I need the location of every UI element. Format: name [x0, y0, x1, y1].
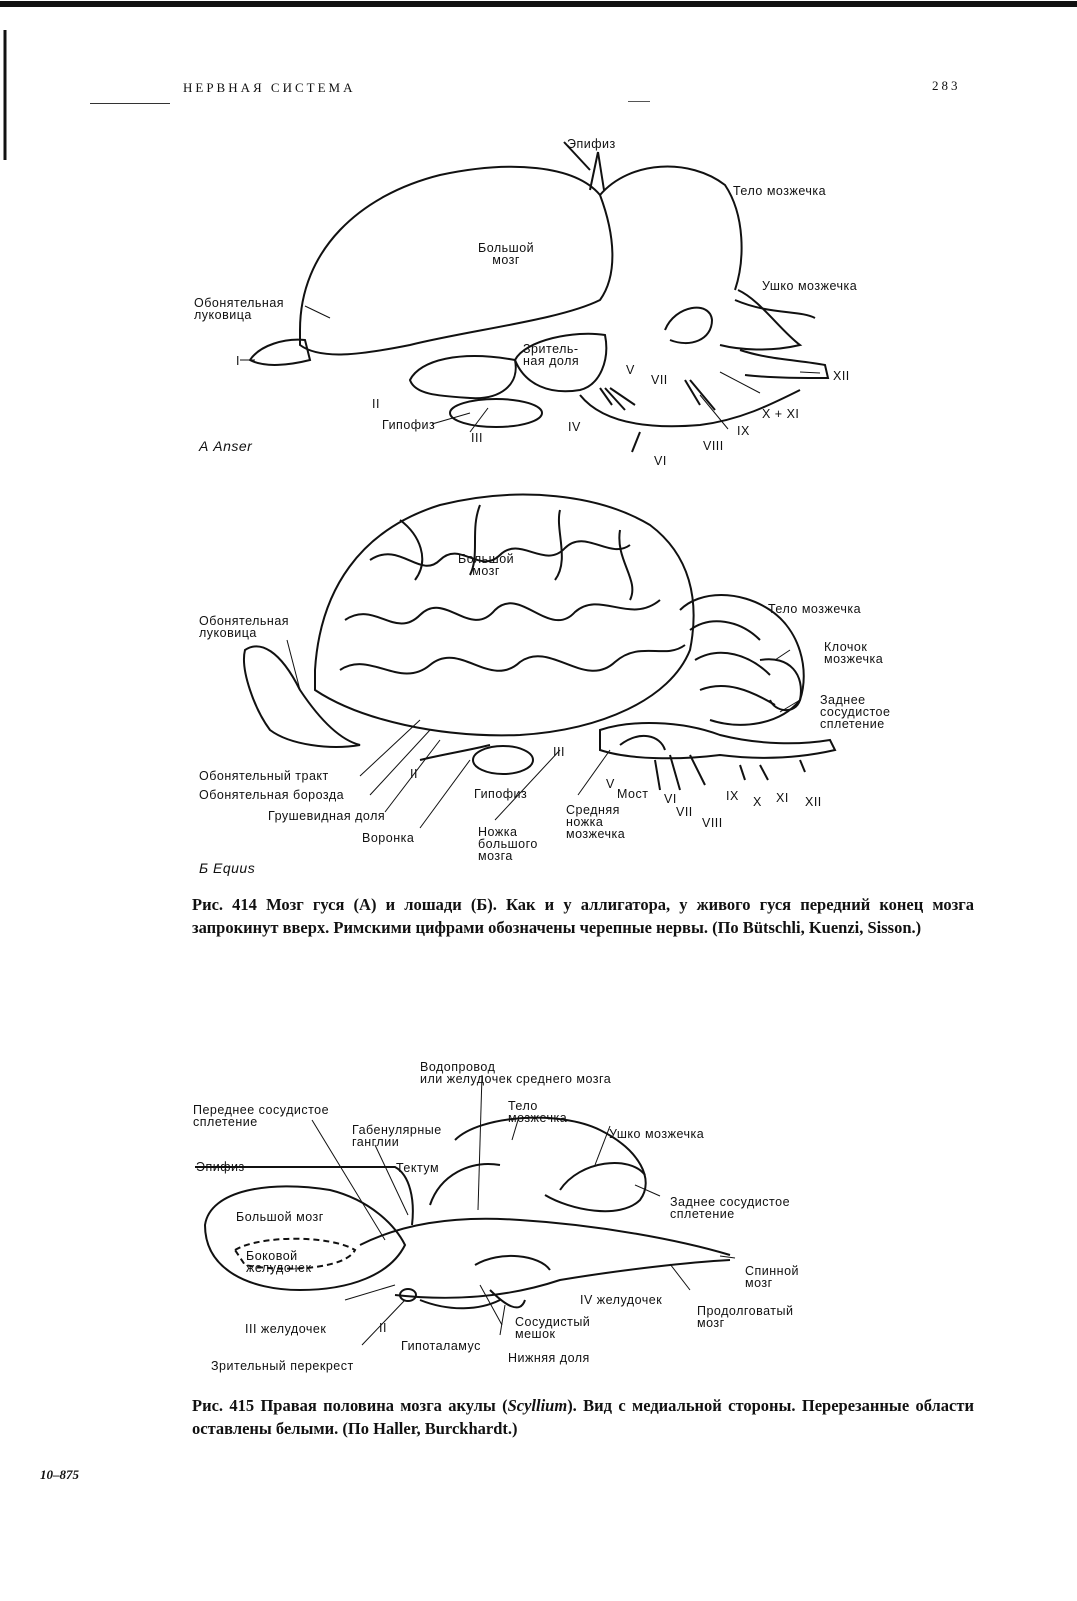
shark-tectum [430, 1164, 500, 1205]
shark-lateral-ventricle-label: Боковой желудочек [246, 1249, 312, 1275]
figure-414-number: Рис. 414 [192, 895, 257, 914]
horse-nerve-XI: XI [776, 791, 789, 805]
panel-a-tag: А Anser [199, 438, 253, 454]
horse-pons [620, 736, 665, 750]
panel-b-tag: Б Equus [199, 860, 256, 876]
goose-nerve-XII: XII [833, 369, 850, 383]
horse-piriform-lobe-label: Грушевидная доля [268, 809, 386, 823]
goose-nerve-X-XI: X + XI [762, 407, 800, 421]
shark-chiasm-label: Зрительный перекрест [211, 1359, 354, 1373]
horse-flocculus [760, 659, 801, 710]
horse-nerve-V: V [606, 777, 615, 791]
horse-gyri-2 [345, 600, 660, 624]
shark-cerebrum-label: Большой мозг [236, 1210, 324, 1224]
shark-brainstem-dorsal [360, 1219, 730, 1255]
horse-nerve-III: III [553, 745, 565, 759]
shark-medulla-label: Продолговатый мозг [697, 1304, 794, 1330]
goose-nerve-VII: VII [651, 373, 668, 387]
goose-nerve-VI: VI [654, 454, 667, 468]
horse-posterior-plexus-label: Заднее сосудистое сплетение [820, 693, 891, 731]
horse-olfactory-sulcus-label: Обонятельная борозда [199, 788, 345, 802]
goose-olfactory-bulb-label: Обонятельная луковица [194, 296, 285, 322]
goose-medulla [740, 350, 828, 378]
shark-tectum-label: Тектум [396, 1161, 440, 1175]
horse-middle-peduncle-label: Средняя ножка мозжечка [566, 803, 626, 841]
horse-olfactory-bulb-label: Обонятельная луковица [199, 614, 290, 640]
goose-cerebrum-label: Большой мозг [478, 241, 535, 267]
horse-olfactory-bulb [244, 646, 360, 746]
page-number: 283 [932, 78, 961, 93]
horse-nerve-VI: VI [664, 792, 677, 806]
goose-nerve-I: I [236, 354, 240, 368]
goose-nerve-V: V [626, 363, 635, 377]
shark-inferior-lobe-label: Нижняя доля [508, 1351, 590, 1365]
horse-hypophysis-label: Гипофиз [474, 787, 528, 801]
figure-415-number: Рис. 415 [192, 1396, 255, 1415]
goose-auricle-label: Ушко мозжечка [762, 279, 858, 293]
horse-pons-label: Мост [617, 787, 649, 801]
horse-nerve-VIII: VIII [702, 816, 723, 830]
goose-hypophysis-label: Гипофиз [382, 418, 436, 432]
figure-415-caption [192, 1394, 974, 1440]
shark-auricle-label: Ушко мозжечка [609, 1127, 705, 1141]
horse-cerebrum-label: Большой мозг [458, 552, 515, 578]
printer-signature: 10–875 [40, 1467, 79, 1482]
shark-brainstem-ventral [395, 1260, 730, 1298]
shark-cerebellum-body-label: Тело мозжечка [508, 1099, 568, 1125]
goose-nerve-IV: IV [568, 420, 581, 434]
shark-epiphysis-label: Эпифиз [196, 1160, 245, 1174]
shark-aqueduct-label: Водопровод или желудочек среднего мозга [420, 1060, 612, 1086]
goose-auricle-region [720, 290, 800, 350]
horse-nerve-IX: IX [726, 789, 739, 803]
goose-nerve-VIII: VIII [703, 439, 724, 453]
shark-hypothalamus [420, 1300, 500, 1308]
horse-cerebral-peduncle-label: Ножка большого мозга [478, 825, 538, 863]
horse-olfactory-tract-label: Обонятельный тракт [199, 769, 329, 783]
horse-nerve-X: X [753, 795, 762, 809]
shark-anterior-plexus-label: Переднее сосудистое сплетение [193, 1103, 330, 1129]
goose-hypophysis [450, 399, 542, 427]
shark-fourth-ventricle-label: IV желудочек [580, 1293, 663, 1307]
goose-nerve-IX: IX [737, 424, 750, 438]
goose-optic-region [410, 356, 516, 398]
horse-nerve-II: II [410, 767, 418, 781]
horse-infundibulum-label: Воронка [362, 831, 415, 845]
shark-cerebellum-inner [560, 1163, 645, 1190]
horse-hypophysis [473, 746, 533, 774]
goose-nerve-III: III [471, 431, 483, 445]
goose-cerebellum-body-label: Тело мозжечка [733, 184, 827, 198]
goose-nerve-II: II [372, 397, 380, 411]
horse-gyri-3 [340, 645, 685, 674]
horse-nerve-XII: XII [805, 795, 822, 809]
figure-415-genus: Scyllium [507, 1396, 568, 1415]
figure-415-text-before: Правая половина мозга акулы ( [260, 1396, 508, 1415]
horse-brainstem [600, 723, 835, 758]
horse-nerve-VII: VII [676, 805, 693, 819]
running-title: НЕРВНАЯ СИСТЕМА [183, 80, 356, 95]
horse-brain-drawing [244, 495, 835, 828]
figure-414-text: Мозг гуся (А) и лошади (Б). Как и у аллигатора, у живого гуся передний конец мозга запрокинут вверх. Римскими цифрами обозначены черепные нервы. (По Bütschli, Kuenzi, Sisson.) [192, 895, 974, 937]
shark-habenular-label: Габенулярные ганглии [352, 1123, 442, 1149]
goose-epiphysis-label: Эпифиз [567, 137, 616, 151]
goose-auricle-outline [665, 308, 712, 343]
goose-cerebrum-outline [300, 167, 612, 355]
shark-saccus [475, 1256, 550, 1270]
goose-epiphysis [590, 152, 598, 190]
shark-hypothalamus-label: Гипоталамус [401, 1339, 481, 1353]
figure-414-caption [192, 893, 974, 939]
shark-third-ventricle-label: III желудочек [245, 1322, 327, 1336]
shark-nerve-II: II [379, 1321, 387, 1335]
shark-saccus-label: Сосудистый мешок [515, 1315, 591, 1341]
horse-cerebellum-body-label: Тело мозжечка [768, 602, 862, 616]
figure-415-text-after: ). Вид с медиальной стороны. Перерезанные области оставлены белыми. (По Haller, Burckhardt.) [192, 1396, 974, 1438]
shark-spinal-cord-label: Спинной мозг [745, 1264, 800, 1290]
shark-posterior-plexus-label: Заднее сосудистое сплетение [670, 1195, 791, 1221]
goose-optic-lobe-label: Зритель- ная доля [523, 342, 580, 368]
horse-flocculus-label: Клочок мозжечка [824, 640, 884, 666]
goose-cerebellum-outline [600, 167, 742, 290]
